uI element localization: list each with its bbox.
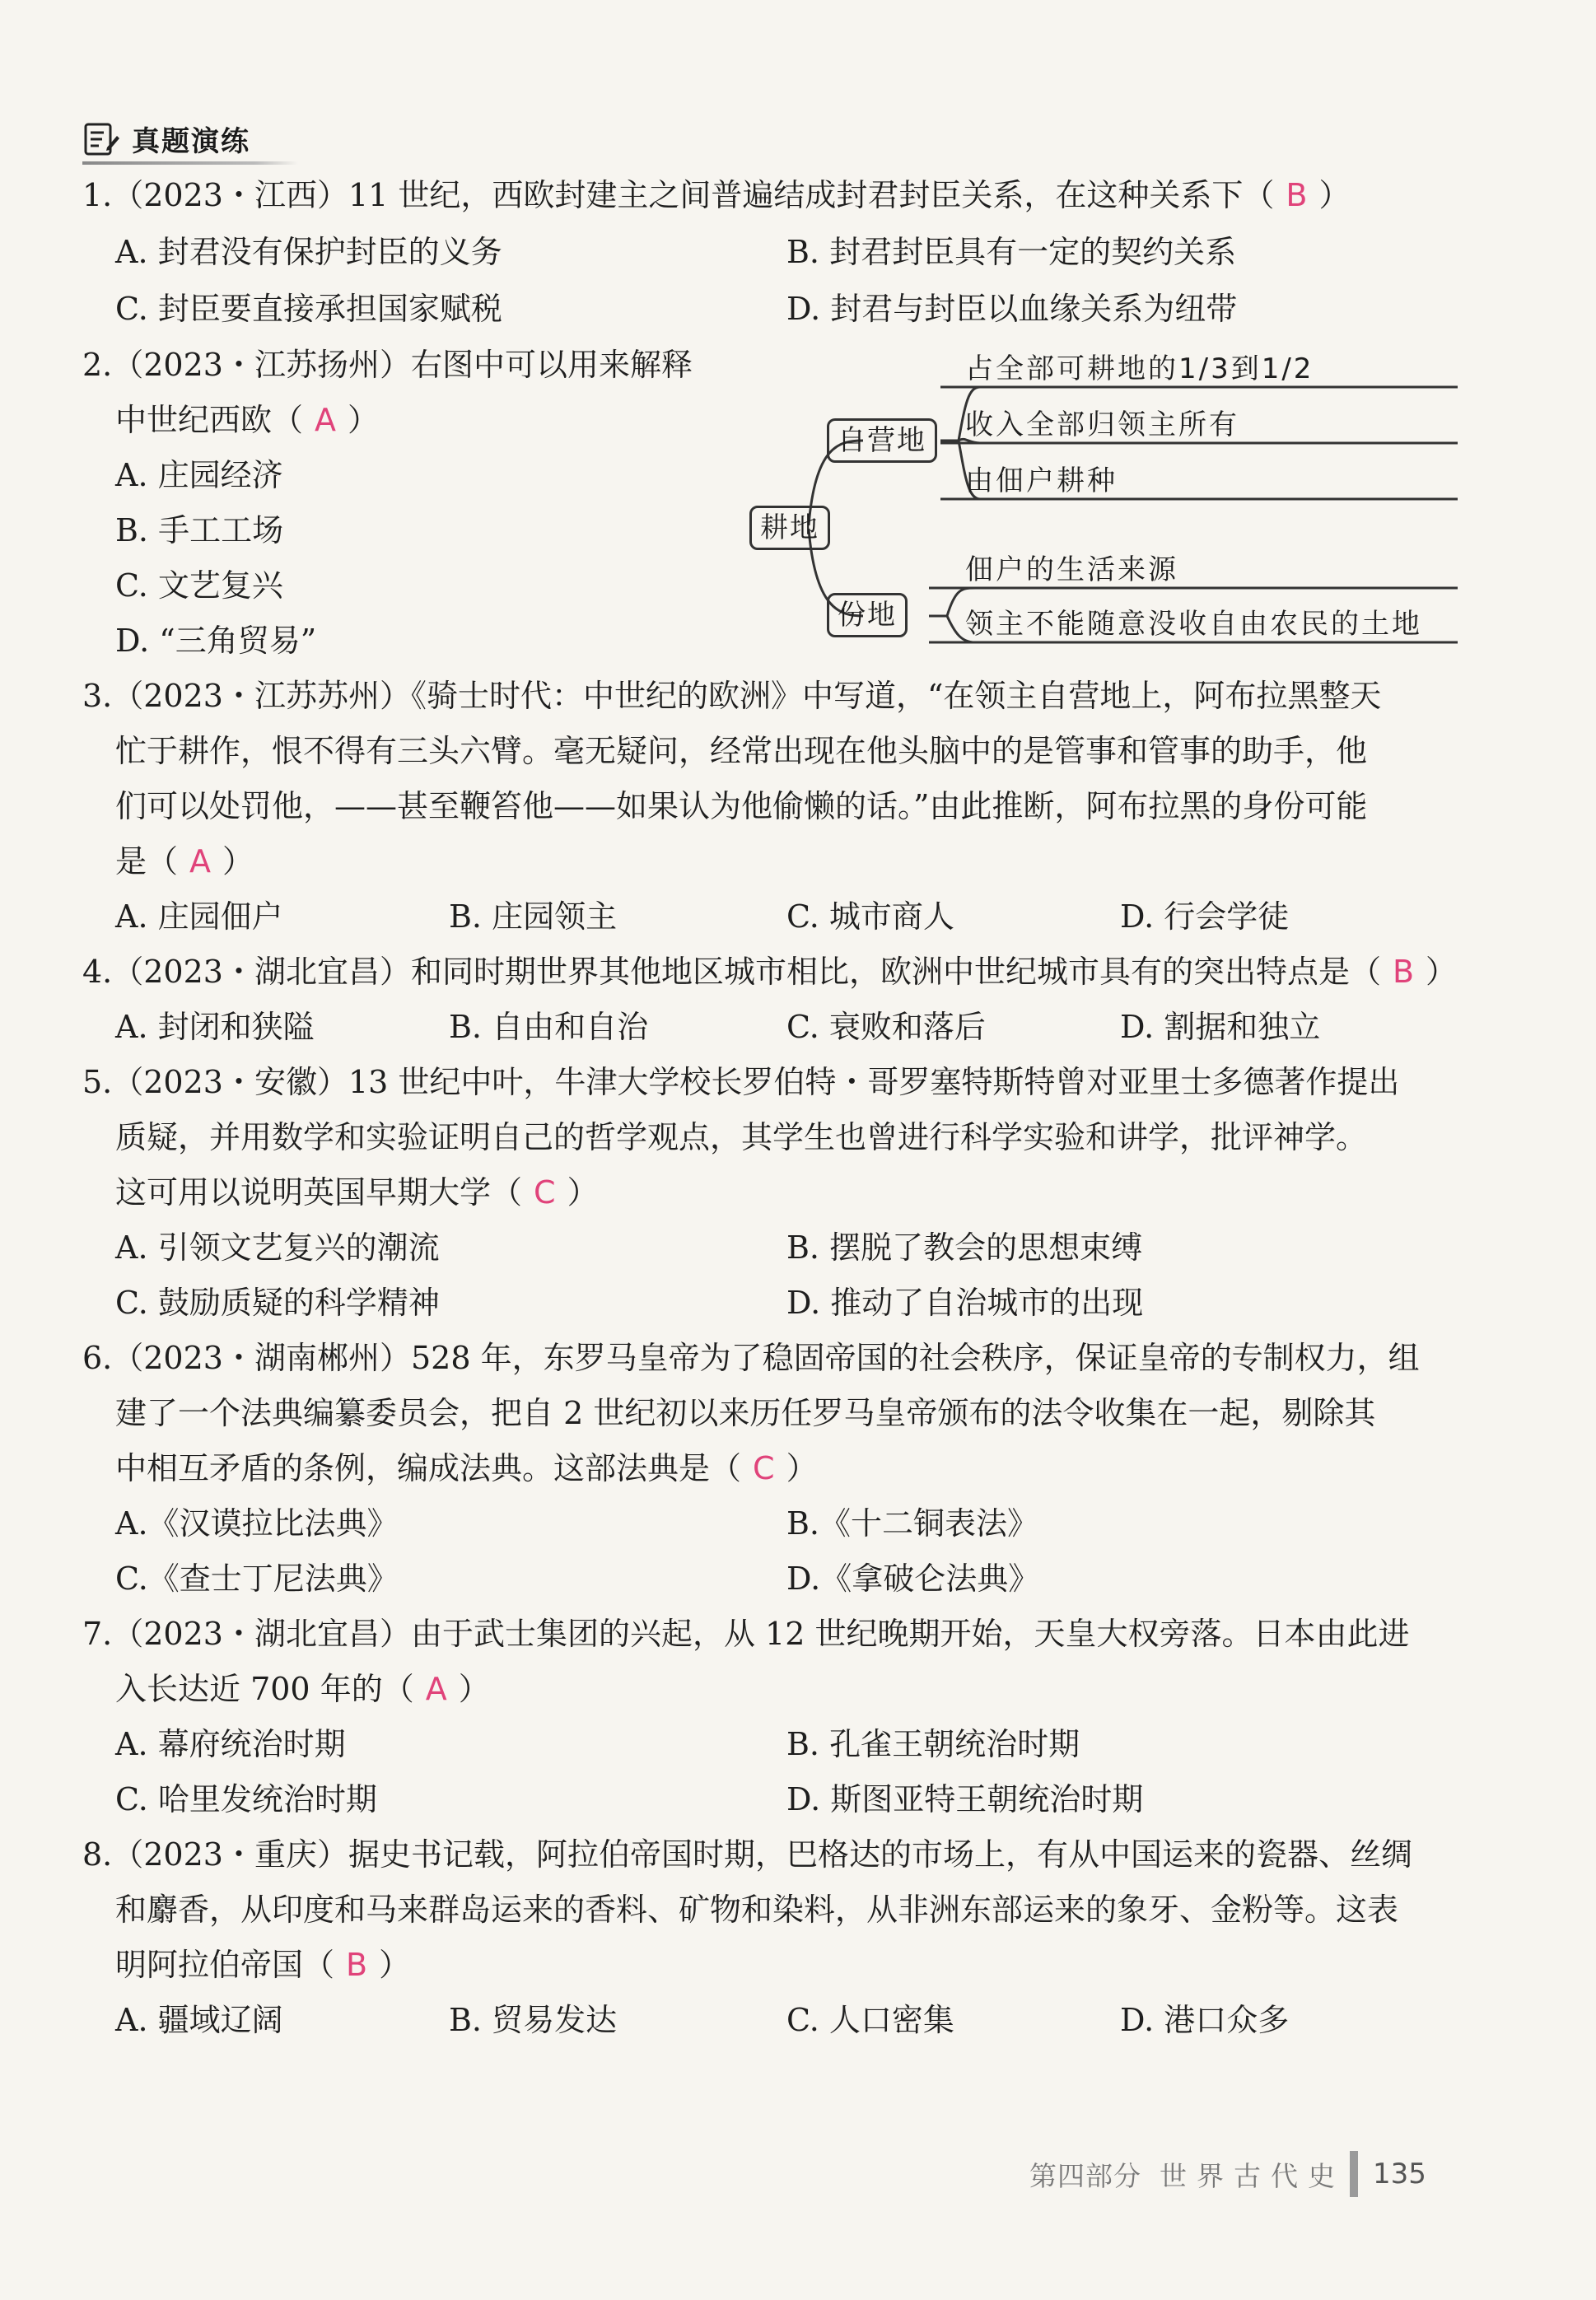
page-footer: [1029, 2151, 1426, 2197]
option-c: C. 封臣要直接承担国家赋税: [115, 291, 502, 327]
bracket-close: ）: [786, 1450, 818, 1486]
option-b: B. 庄园领主: [449, 898, 618, 935]
answer-mark: B: [1392, 954, 1415, 990]
question-stem: 7.（2023・湖北宜昌）由于武士集团的兴起，从 12 世纪晚期开始，天皇大权旁落。日本由此进: [82, 1616, 1410, 1652]
question-text-line: [115, 1172, 599, 1213]
question-text-line: [115, 399, 379, 441]
footer-divider: [1350, 2151, 1358, 2197]
option-a: A.《汉谟拉比法典》: [115, 1505, 399, 1542]
question-stem: 2.（2023・江苏扬州）右图中可以用来解释: [82, 347, 693, 383]
question-stem: 是（: [115, 843, 179, 879]
question-stem: 5.（2023・安徽）13 世纪中叶，牛津大学校长罗伯特・哥罗塞特斯特曾对亚里士多德著作提出: [82, 1064, 1400, 1100]
option-b: B.《十二铜表法》: [786, 1505, 1039, 1542]
answer-mark: A: [189, 843, 212, 879]
option-c: C. 哈里发统治时期: [115, 1781, 377, 1817]
footer-subject-label: 世界古代史: [1160, 2159, 1345, 2192]
question-stem: 这可用以说明英国早期大学（: [115, 1174, 523, 1211]
option-d: D. 行会学徒: [1120, 898, 1290, 935]
leaf-demesne-share: 占全部可耕地的1/3到1/2: [965, 352, 1314, 385]
option-d: D.《拿破仑法典》: [786, 1561, 1040, 1597]
option-c: C. 鼓励质疑的科学精神: [115, 1285, 440, 1321]
option-c: C. 人口密集: [786, 2002, 954, 2038]
question-stem: 们可以处罚他，——甚至鞭笞他——如果认为他偷懒的话。”由此推断，阿布拉黑的身份可能: [115, 788, 1368, 824]
question-stem: 4.（2023・湖北宜昌）和同时期世界其他地区城市相比，欧洲中世纪城市具有的突出特点是（: [82, 954, 1381, 990]
option-a: A. 引领文艺复兴的潮流: [115, 1229, 440, 1266]
bracket-close: ）: [348, 402, 380, 438]
option-b: B. 摆脱了教会的思想束缚: [786, 1229, 1143, 1266]
option-c: C. 文艺复兴: [115, 567, 283, 604]
question-stem: 中世纪西欧（: [115, 402, 304, 438]
question-stem: 建了一个法典编纂委员会，把自 2 世纪初以来历任罗马皇帝颁布的法令收集在一起，剔除其: [115, 1395, 1376, 1431]
answer-mark: A: [315, 402, 337, 438]
question-stem: 忙于耕作，恨不得有三头六臂。毫无疑问，经常出现在他头脑中的是管事和管事的助手，他: [115, 733, 1368, 769]
option-b: B. 自由和自治: [449, 1009, 649, 1045]
option-a: A. 封闭和狭隘: [115, 1009, 315, 1045]
question-stem: 1.（2023・江西）11 世纪，西欧封建主之间普遍结成封君封臣关系，在这种关系下（: [82, 177, 1275, 213]
question-text-line: [115, 1448, 818, 1489]
option-c: C. 衰败和落后: [786, 1009, 986, 1045]
option-b: B. 孔雀王朝统治时期: [786, 1726, 1080, 1762]
option-a: A. 庄园经济: [115, 457, 283, 493]
leaf-tenement-protection: 领主不能随意没收自由农民的土地: [965, 608, 1422, 641]
leaf-demesne-labor: 由佃户耕种: [965, 464, 1118, 497]
section-title: 真题演练: [132, 124, 250, 158]
option-d: D. 港口众多: [1120, 2002, 1290, 2038]
question-stem: 3.（2023・江苏苏州）《骑士时代：中世纪的欧洲》中写道，“在领主自营地上，阿布拉黑整天: [82, 678, 1382, 714]
answer-mark: C: [534, 1174, 556, 1211]
question-stem: 8.（2023・重庆）据史书记载，阿拉伯帝国时期，巴格达的市场上，有从中国运来的瓷器、丝绸: [82, 1836, 1412, 1873]
answer-mark: B: [346, 1947, 368, 1983]
answer-mark: B: [1286, 177, 1308, 213]
question-text-line: [82, 951, 1457, 992]
option-a: A. 庄园佃户: [115, 898, 283, 935]
question-text-line: [115, 1944, 410, 1985]
question-stem: 和麝香，从印度和马来群岛运来的香料、矿物和染料，从非洲东部运来的象牙、金粉等。这表: [115, 1892, 1399, 1928]
option-a: A. 幕府统治时期: [115, 1726, 346, 1762]
option-c: C. 城市商人: [786, 898, 954, 935]
option-b: B. 手工工场: [115, 512, 284, 548]
question-text-line: [115, 1668, 490, 1710]
question-text-line: [115, 841, 254, 882]
section-header: [82, 114, 250, 163]
answer-mark: C: [753, 1450, 775, 1486]
option-a: A. 封君没有保护封臣的义务: [115, 234, 502, 270]
option-d: D. 封君与封臣以血缘关系为纽带: [786, 291, 1238, 327]
notebook-pen-icon: [82, 119, 120, 157]
option-b: B. 贸易发达: [449, 2002, 618, 2038]
option-d: D. “三角贸易”: [115, 623, 317, 659]
option-d: D. 推动了自治城市的出现: [786, 1285, 1144, 1321]
option-d: D. 割据和独立: [1120, 1009, 1321, 1045]
footer-part-label: 第四部分: [1029, 2159, 1141, 2192]
leaf-demesne-income: 收入全部归领主所有: [965, 408, 1239, 441]
question-stem: 入长达近 700 年的（: [115, 1671, 414, 1707]
farmland-mind-map: [749, 338, 1474, 667]
bracket-close: ）: [222, 843, 254, 879]
branch-node-tenement: 份地: [827, 593, 908, 637]
page-number: 135: [1373, 2158, 1426, 2190]
root-node: 耕地: [749, 506, 830, 550]
question-stem: 6.（2023・湖南郴州）528 年，东罗马皇帝为了稳固帝国的社会秩序，保证皇帝的专制权力，组: [82, 1340, 1420, 1376]
header-underline: [82, 161, 298, 165]
option-b: B. 封君封臣具有一定的契约关系: [786, 234, 1237, 270]
bracket-close: ）: [1426, 954, 1458, 990]
question-stem: 中相互矛盾的条例，编成法典。这部法典是（: [115, 1450, 742, 1486]
bracket-close: ）: [567, 1174, 599, 1211]
bracket-close: ）: [379, 1947, 411, 1983]
question-stem: 明阿拉伯帝国（: [115, 1947, 335, 1983]
branch-node-demesne: 自营地: [827, 418, 937, 463]
question-text-line: [82, 175, 1351, 216]
leaf-tenement-livelihood: 佃户的生活来源: [965, 553, 1178, 586]
option-d: D. 斯图亚特王朝统治时期: [786, 1781, 1144, 1817]
question-stem: 质疑，并用数学和实验证明自己的哲学观点，其学生也曾进行科学实验和讲学，批评神学。: [115, 1119, 1368, 1155]
bracket-close: ）: [1318, 177, 1351, 213]
option-c: C.《查士丁尼法典》: [115, 1561, 399, 1597]
bracket-close: ）: [458, 1671, 490, 1707]
answer-mark: A: [425, 1671, 447, 1707]
option-a: A. 疆域辽阔: [115, 2002, 283, 2038]
